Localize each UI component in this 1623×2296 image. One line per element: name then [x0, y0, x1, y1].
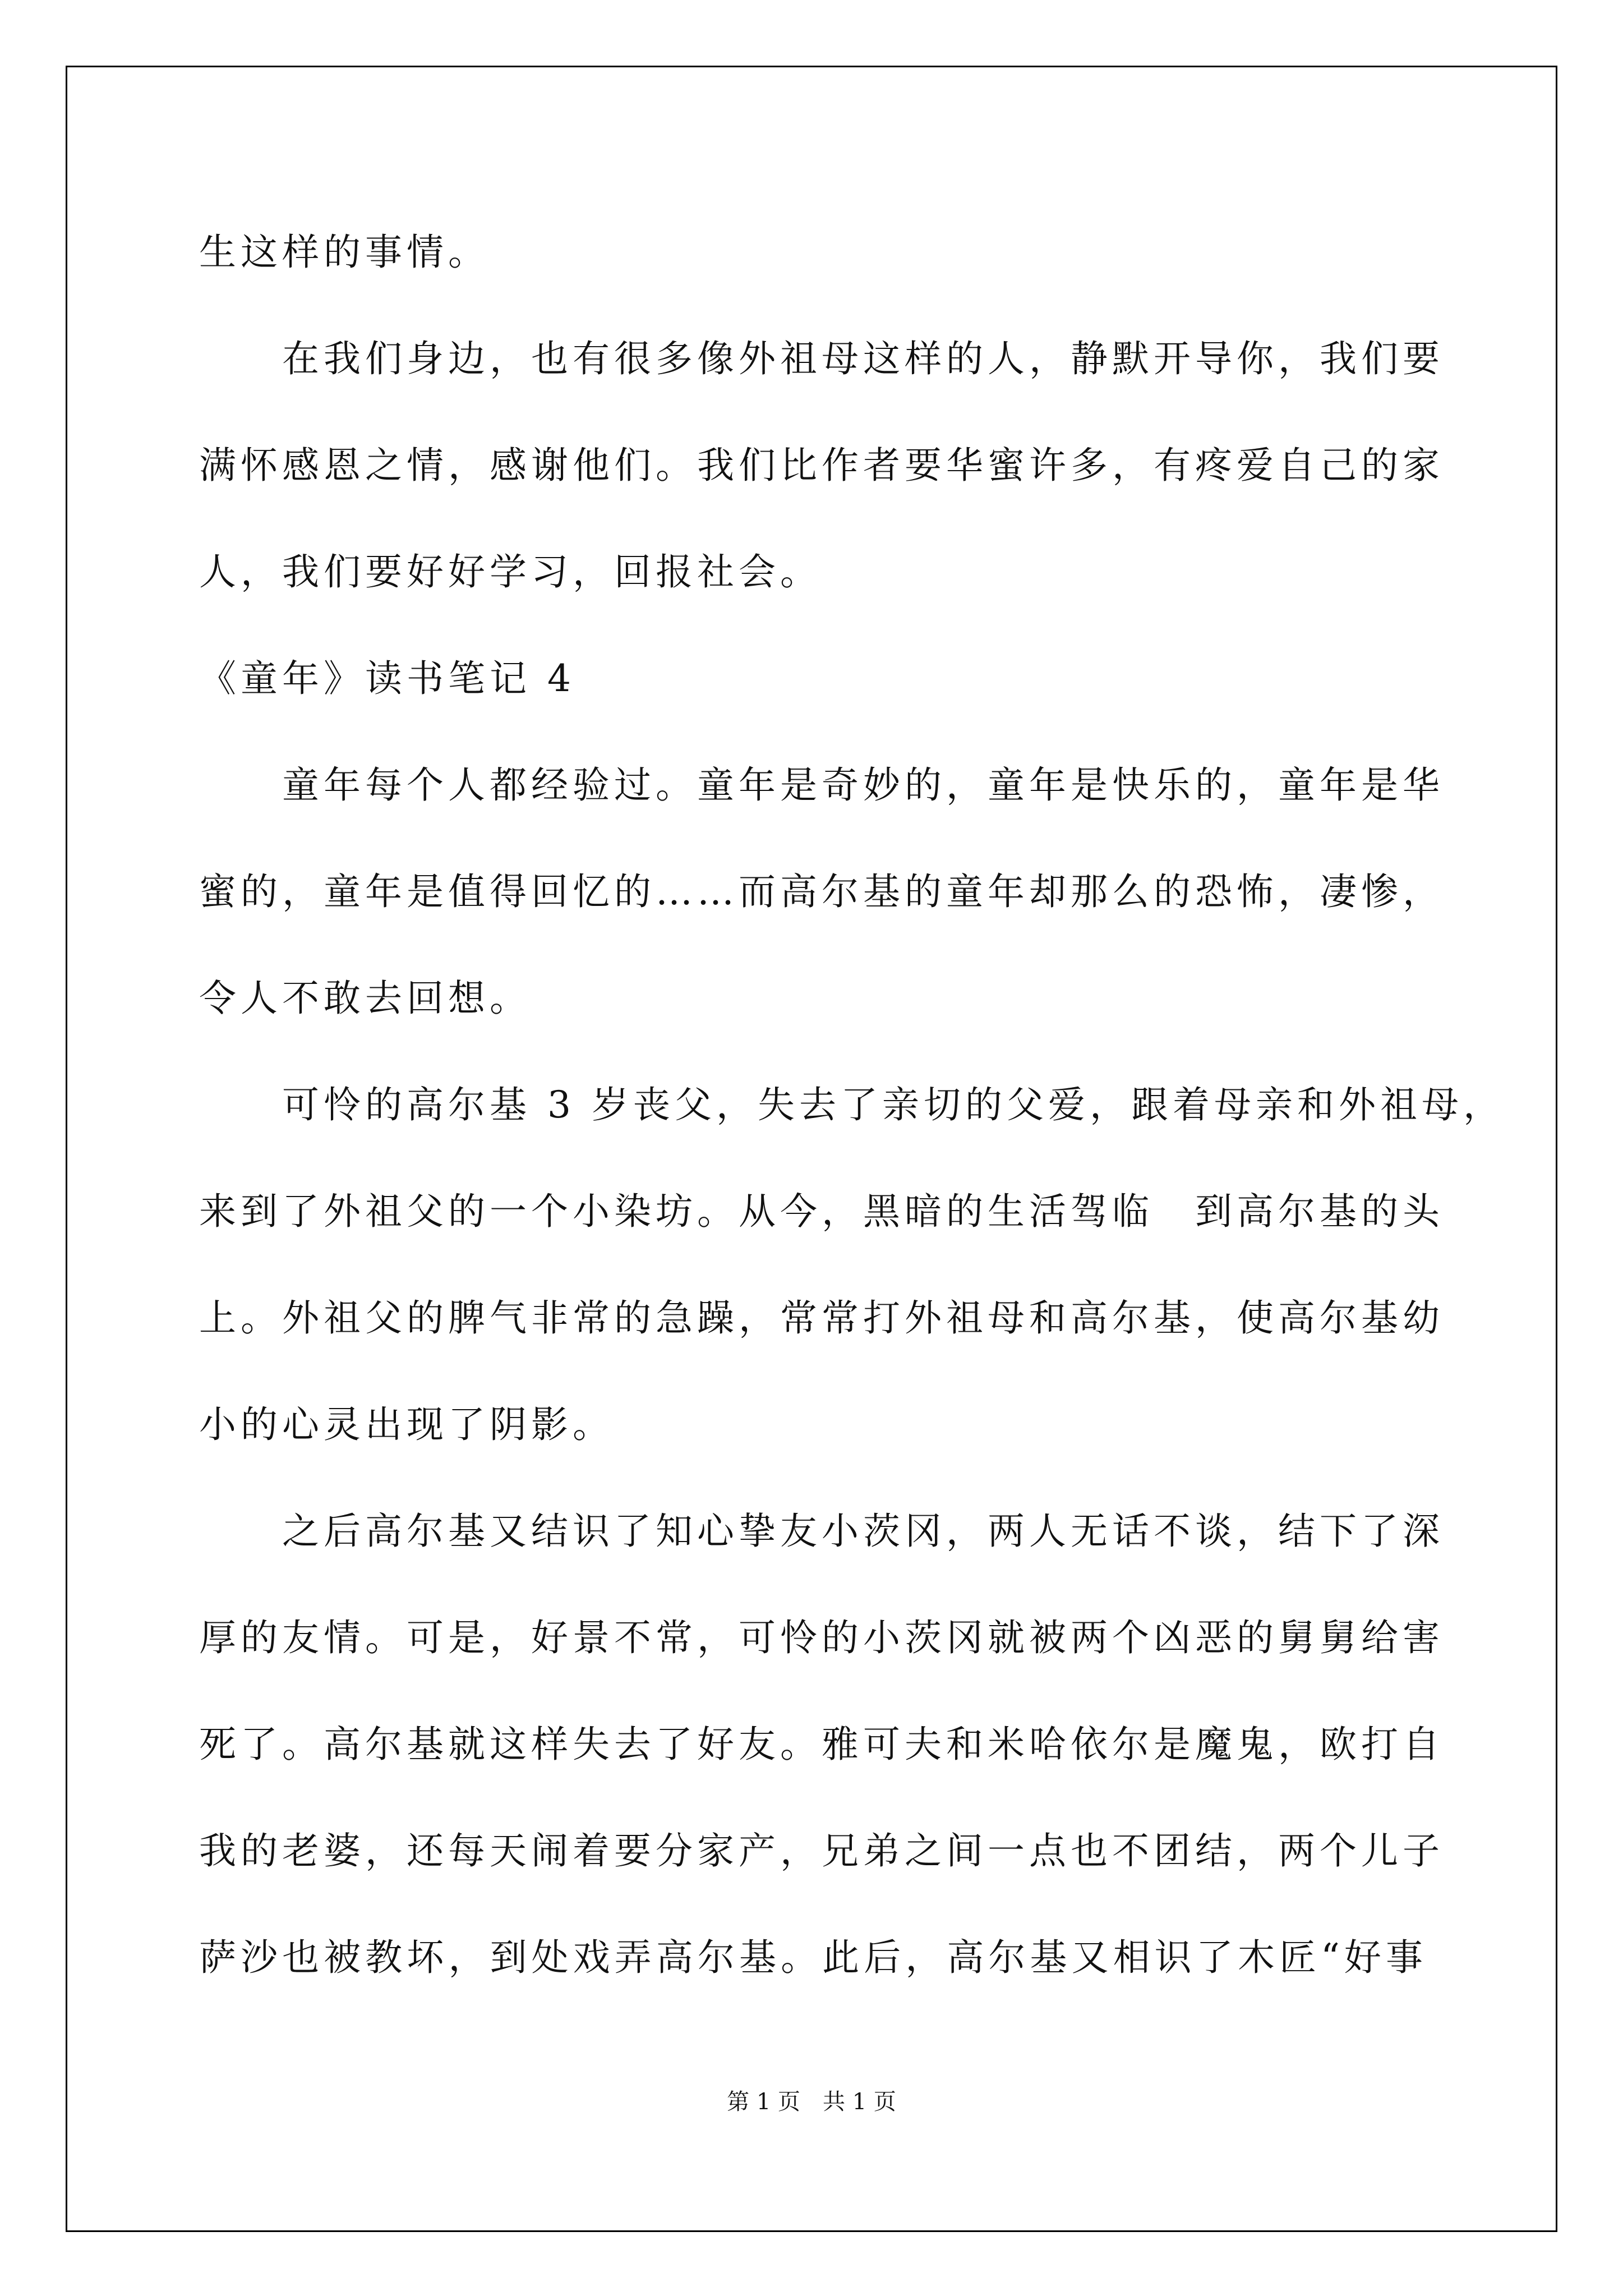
- section-heading: 《童年》读书笔记 4: [199, 657, 575, 700]
- paragraph-first-line: 可怜的高尔基 3 岁丧父，失去了亲切的父爱，跟着母亲和外祖母，: [282, 1083, 1505, 1126]
- text-line: 厚的友情。可是，好景不常，可怜的小茨冈就被两个凶恶的舅舅给害: [199, 1616, 1444, 1659]
- paragraph-first-line: 之后高尔基又结识了知心挚友小茨冈，两人无话不谈，结下了深: [282, 1510, 1444, 1553]
- text-line: 满怀感恩之情，感谢他们。我们比作者要华蜜许多，有疼爱自己的家: [199, 444, 1444, 487]
- text-line: 萨沙也被教坏，到处戏弄高尔基。此后，高尔基又相识了木匠“好事: [199, 1936, 1427, 1979]
- text-line: 生这样的事情。: [199, 231, 490, 274]
- text-line: 上。外祖父的脾气非常的急躁，常常打外祖母和高尔基，使高尔基幼: [199, 1296, 1444, 1340]
- paragraph-first-line: 童年每个人都经验过。童年是奇妙的，童年是快乐的，童年是华: [282, 763, 1444, 807]
- text-line: 蜜的，童年是值得回忆的……而高尔基的童年却那么的恐怖，凄惨，: [199, 870, 1444, 913]
- text-line: 来到了外祖父的一个小染坊。从今，黑暗的生活驾临 到高尔基的头: [199, 1190, 1444, 1233]
- page-number-footer: 第 1 页 共 1 页: [727, 2089, 896, 2115]
- text-line: 令人不敢去回想。: [199, 977, 531, 1020]
- text-line: 死了。高尔基就这样失去了好友。雅可夫和米哈依尔是魔鬼，欧打自: [199, 1723, 1444, 1766]
- document-body: [199, 199, 1505, 2011]
- text-line: 小的心灵出现了阴影。: [199, 1403, 614, 1446]
- text-line: 人，我们要好好学习，回报社会。: [199, 550, 822, 593]
- paragraph-first-line: 在我们身边，也有很多像外祖母这样的人，静默开导你，我们要: [282, 337, 1444, 380]
- text-line: 我的老婆，还每天闹着要分家产，兄弟之间一点也不团结，两个儿子: [199, 1829, 1444, 1872]
